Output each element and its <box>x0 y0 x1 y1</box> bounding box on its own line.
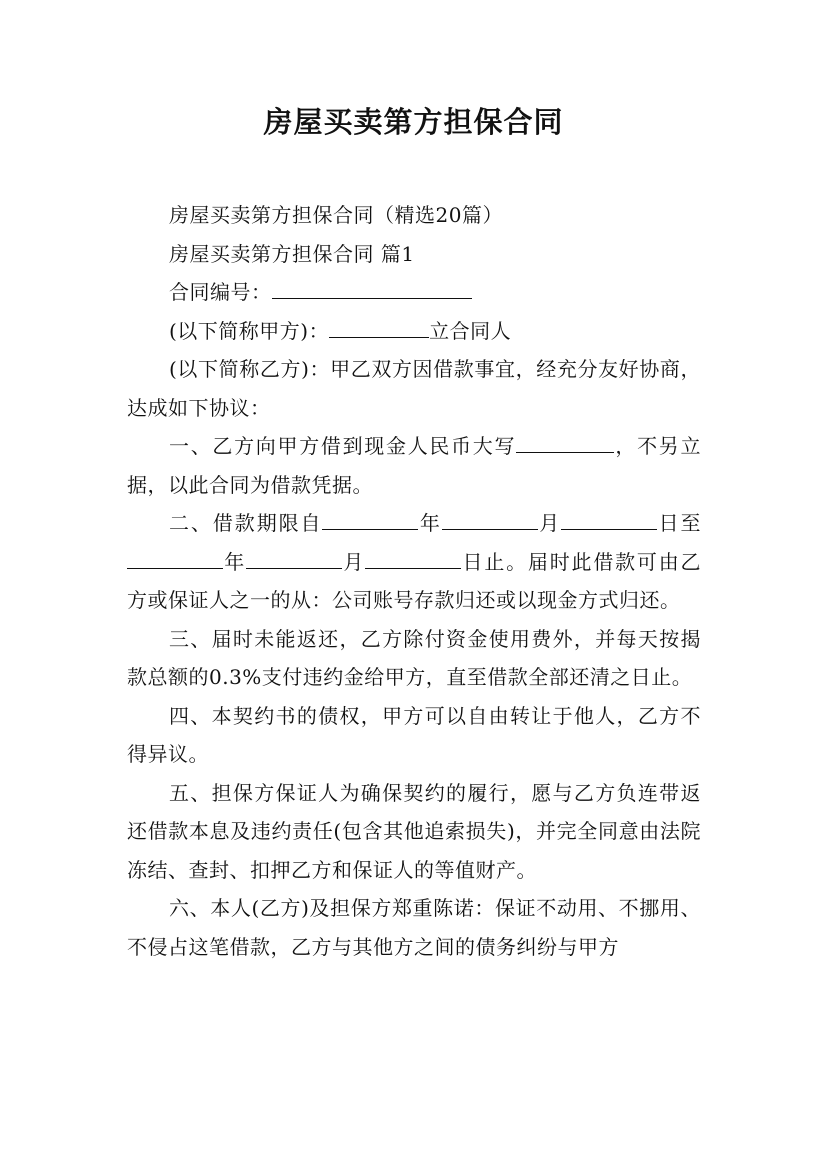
paragraph-party-a <box>127 312 701 351</box>
clause-1-suffix: ，不另立据，以此合同为借款凭据。 <box>127 434 702 497</box>
document-body <box>127 196 701 966</box>
party-a-label: (以下简称甲方)： <box>169 318 330 343</box>
end-month-blank <box>246 546 342 569</box>
clause-2-part-5: 月 <box>342 549 366 574</box>
contract-number-blank <box>272 276 472 299</box>
start-month-blank <box>442 507 538 530</box>
start-day-blank <box>561 507 657 530</box>
party-a-blank <box>329 315 429 338</box>
clause-2-part-4: 年 <box>223 549 247 574</box>
clause-2-part-6: 日止。届时此借款可由乙方或保证人之一的从：公司账号存款归还或以现金方式归还。 <box>127 549 702 612</box>
paragraph-section-heading: 房屋买卖第方担保合同 篇1 <box>169 241 415 266</box>
paragraph-clause-3: 三、届时未能返还，乙方除付资金使用费外，并每天按揭款总额的0.3%支付违约金给甲方，直至借款全部还清之日止。 <box>127 626 701 689</box>
clause-1-prefix: 一、乙方向甲方借到现金人民币大写 <box>169 434 517 458</box>
clause-2-part-1: 年 <box>418 511 442 535</box>
end-day-blank <box>365 546 461 569</box>
start-year-blank <box>322 507 418 530</box>
party-a-suffix: 立合同人 <box>429 318 512 343</box>
paragraph-clause-1 <box>127 427 701 504</box>
paragraph-party-b: (以下简称乙方)：甲乙双方因借款事宜，经充分友好协商，达成如下协议： <box>127 357 701 420</box>
paragraph-clause-4: 四、本契约书的债权，甲方可以自由转让于他人，乙方不得异议。 <box>127 703 701 766</box>
paragraph-clause-2 <box>127 504 701 620</box>
end-year-blank <box>127 546 223 569</box>
paragraph-clause-6: 六、本人(乙方)及担保方郑重陈诺：保证不动用、不挪用、不侵占这笔借款，乙方与其他方之间的债务纠纷与甲方 <box>127 896 701 959</box>
paragraph-contract-number <box>127 273 701 312</box>
contract-number-label: 合同编号： <box>169 280 272 304</box>
clause-2-part-3: 日至 <box>657 511 702 535</box>
clause-2-part-0: 二、借款期限自 <box>169 511 323 535</box>
amount-blank <box>516 430 614 453</box>
clause-2-part-2: 月 <box>537 511 562 535</box>
document-title: 房屋买卖第方担保合同 <box>263 105 564 139</box>
paragraph-subtitle: 房屋买卖第方担保合同（精选20篇） <box>169 203 503 227</box>
paragraph-clause-5: 五、担保方保证人为确保契约的履行，愿与乙方负连带返还借款本息及违约责任(包含其他追索损失)，并完全同意由法院冻结、查封、扣押乙方和保证人的等值财产。 <box>127 780 701 882</box>
